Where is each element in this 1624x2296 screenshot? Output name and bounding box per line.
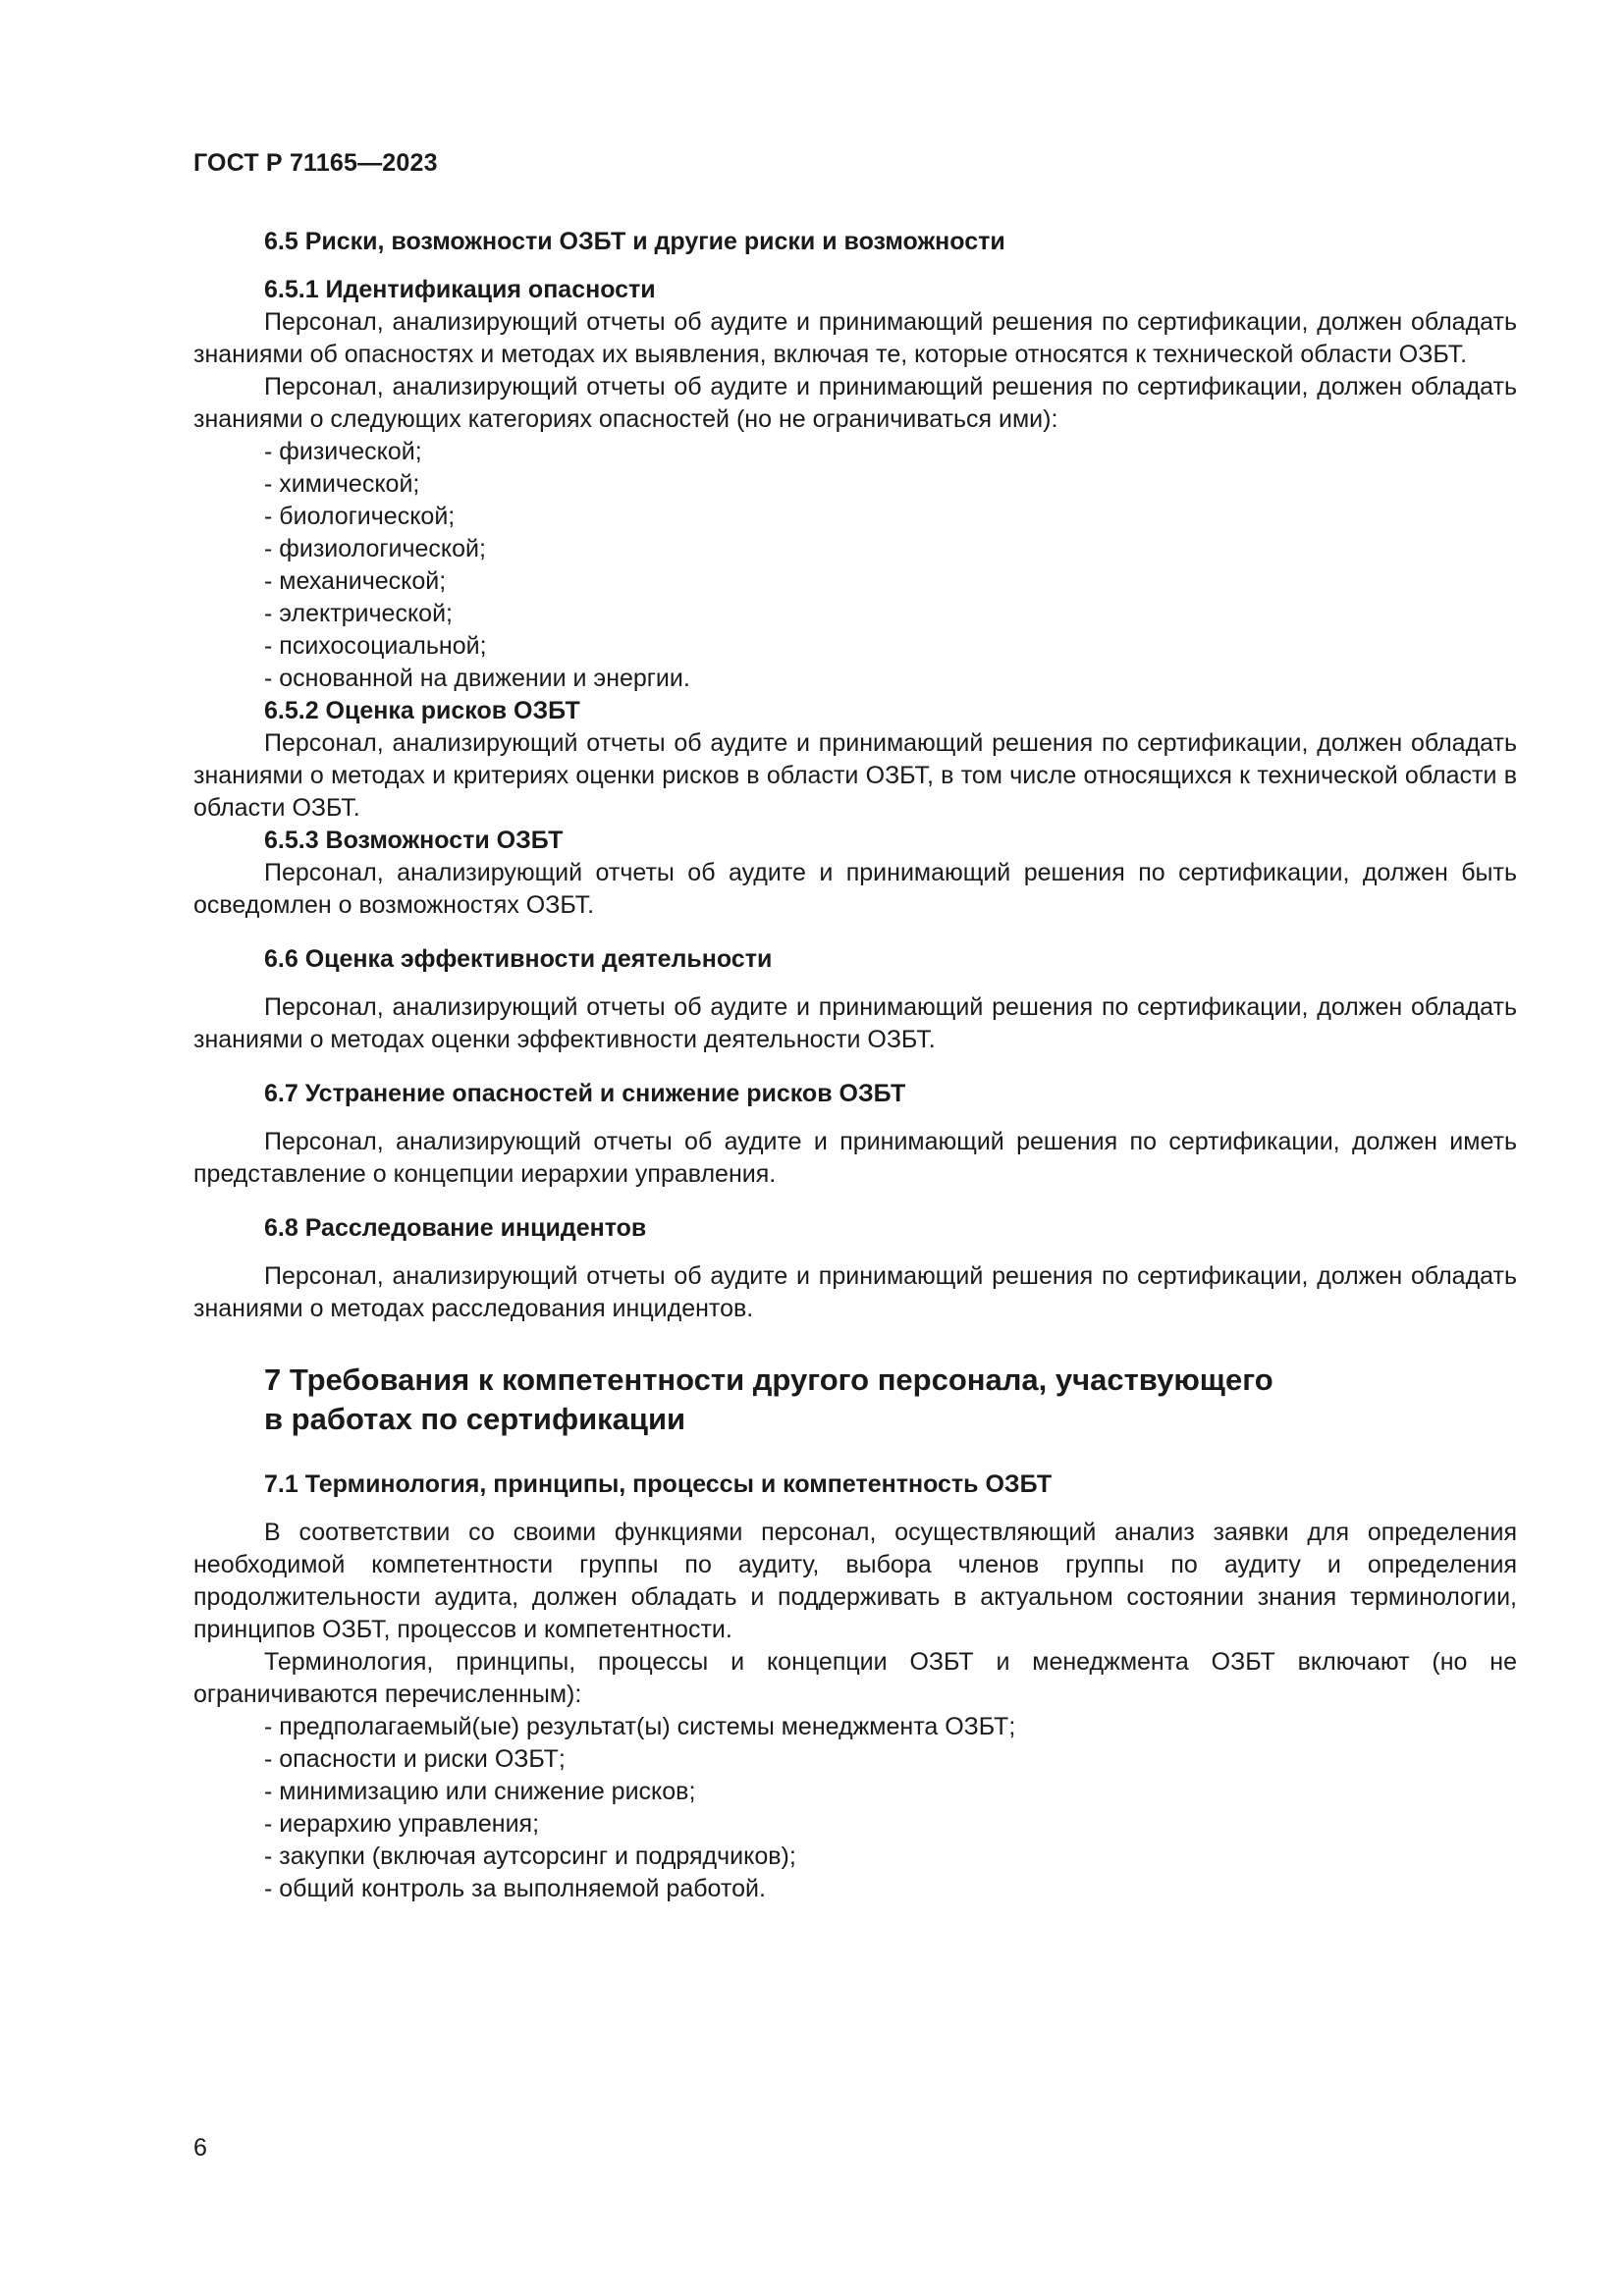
section-6-6-title: 6.6 Оценка эффективности деятельности (264, 945, 773, 973)
list-item: - минимизацию или снижение рисков; (264, 1776, 1517, 1808)
list-item: - иерархию управления; (264, 1808, 1517, 1841)
section-7-title-line-1: 7 Требования к компетентности другого персонала, участвующего (264, 1362, 1273, 1397)
section-6-5-2-title: 6.5.2 Оценка рисков ОЗБТ (264, 697, 580, 724)
list-item: - опасности и риски ОЗБТ; (264, 1743, 1517, 1776)
section-6-5-1-paragraph-2: Персонал, анализирующий отчеты об аудите и принимающий решения по сертификации, должен обладать знаниями о следующих категориях опасностей (но не ограничиваться ими): (193, 373, 1517, 433)
list-item: - закупки (включая аутсорсинг и подрядчиков); (264, 1841, 1517, 1873)
list-item: - химической; (264, 468, 1517, 501)
list-item: - общий контроль за выполняемой работой. (264, 1873, 1517, 1905)
list-item: - механической; (264, 565, 1517, 598)
list-item: - предполагаемый(ые) результат(ы) системы менеджмента ОЗБТ; (264, 1711, 1517, 1743)
section-7-1-title: 7.1 Терминология, принципы, процессы и компетентность ОЗБТ (264, 1470, 1053, 1498)
list-item: - физической; (264, 436, 1517, 468)
document-header: ГОСТ Р 71165—2023 (193, 149, 438, 177)
list-item: - биологической; (264, 501, 1517, 533)
list-item: - физиологической; (264, 533, 1517, 565)
section-6-7-paragraph: Персонал, анализирующий отчеты об аудите и принимающий решения по сертификации, должен иметь представление о концепции иерархии управления. (193, 1128, 1517, 1188)
list-item: - основанной на движении и энергии. (264, 663, 1517, 695)
section-6-8-title: 6.8 Расследование инцидентов (264, 1214, 647, 1242)
section-6-5-3-title: 6.5.3 Возможности ОЗБТ (264, 827, 564, 854)
section-6-6-paragraph: Персонал, анализирующий отчеты об аудите и принимающий решения по сертификации, должен обладать знаниями о методах оценки эффективности деятельности ОЗБТ. (193, 993, 1517, 1053)
page-number: 6 (193, 2134, 207, 2162)
section-6-5-3-paragraph: Персонал, анализирующий отчеты об аудите и принимающий решения по сертификации, должен быть осведомлен о возможностях ОЗБТ. (193, 859, 1517, 919)
document-page (193, 0, 1517, 2296)
list-item: - психосоциальной; (264, 630, 1517, 663)
section-6-5-2-paragraph: Персонал, анализирующий отчеты об аудите и принимающий решения по сертификации, должен обладать знаниями о методах и критериях оценки рисков в области ОЗБТ, в том числе относящихся к технической области в области ОЗБТ. (193, 729, 1517, 822)
section-6-8-paragraph: Персонал, анализирующий отчеты об аудите и принимающий решения по сертификации, должен обладать знаниями о методах расследования инцидентов. (193, 1262, 1517, 1322)
section-7-1-paragraph-2: Терминология, принципы, процессы и концепции ОЗБТ и менеджмента ОЗБТ включают (но не ограничиваются перечисленным): (193, 1648, 1517, 1708)
document-body (193, 226, 1517, 1905)
section-6-5-title: 6.5 Риски, возможности ОЗБТ и другие риски и возможности (264, 228, 1005, 255)
list-item: - электрической; (264, 598, 1517, 630)
hazard-categories-list (193, 436, 1517, 695)
ohs-concepts-list (193, 1711, 1517, 1905)
section-7-title-line-2: в работах по сертификации (264, 1402, 686, 1436)
section-7-1-paragraph-1: В соответствии со своими функциями персонал, осуществляющий анализ заявки для определения необходимой компетентности группы по аудиту, выбора членов группы по аудиту и определения продолжительности аудита, должен обладать и поддерживать в актуальном состоянии знания терминологии, принципов ОЗБТ, процессов и компетентности. (193, 1519, 1517, 1643)
section-6-7-title: 6.7 Устранение опасностей и снижение рисков ОЗБТ (264, 1080, 906, 1107)
section-6-5-1-title: 6.5.1 Идентификация опасности (264, 276, 656, 303)
section-6-5-1-paragraph-1: Персонал, анализирующий отчеты об аудите и принимающий решения по сертификации, должен обладать знаниями об опасностях и методах их выявления, включая те, которые относятся к технической области ОЗБТ. (193, 308, 1517, 368)
